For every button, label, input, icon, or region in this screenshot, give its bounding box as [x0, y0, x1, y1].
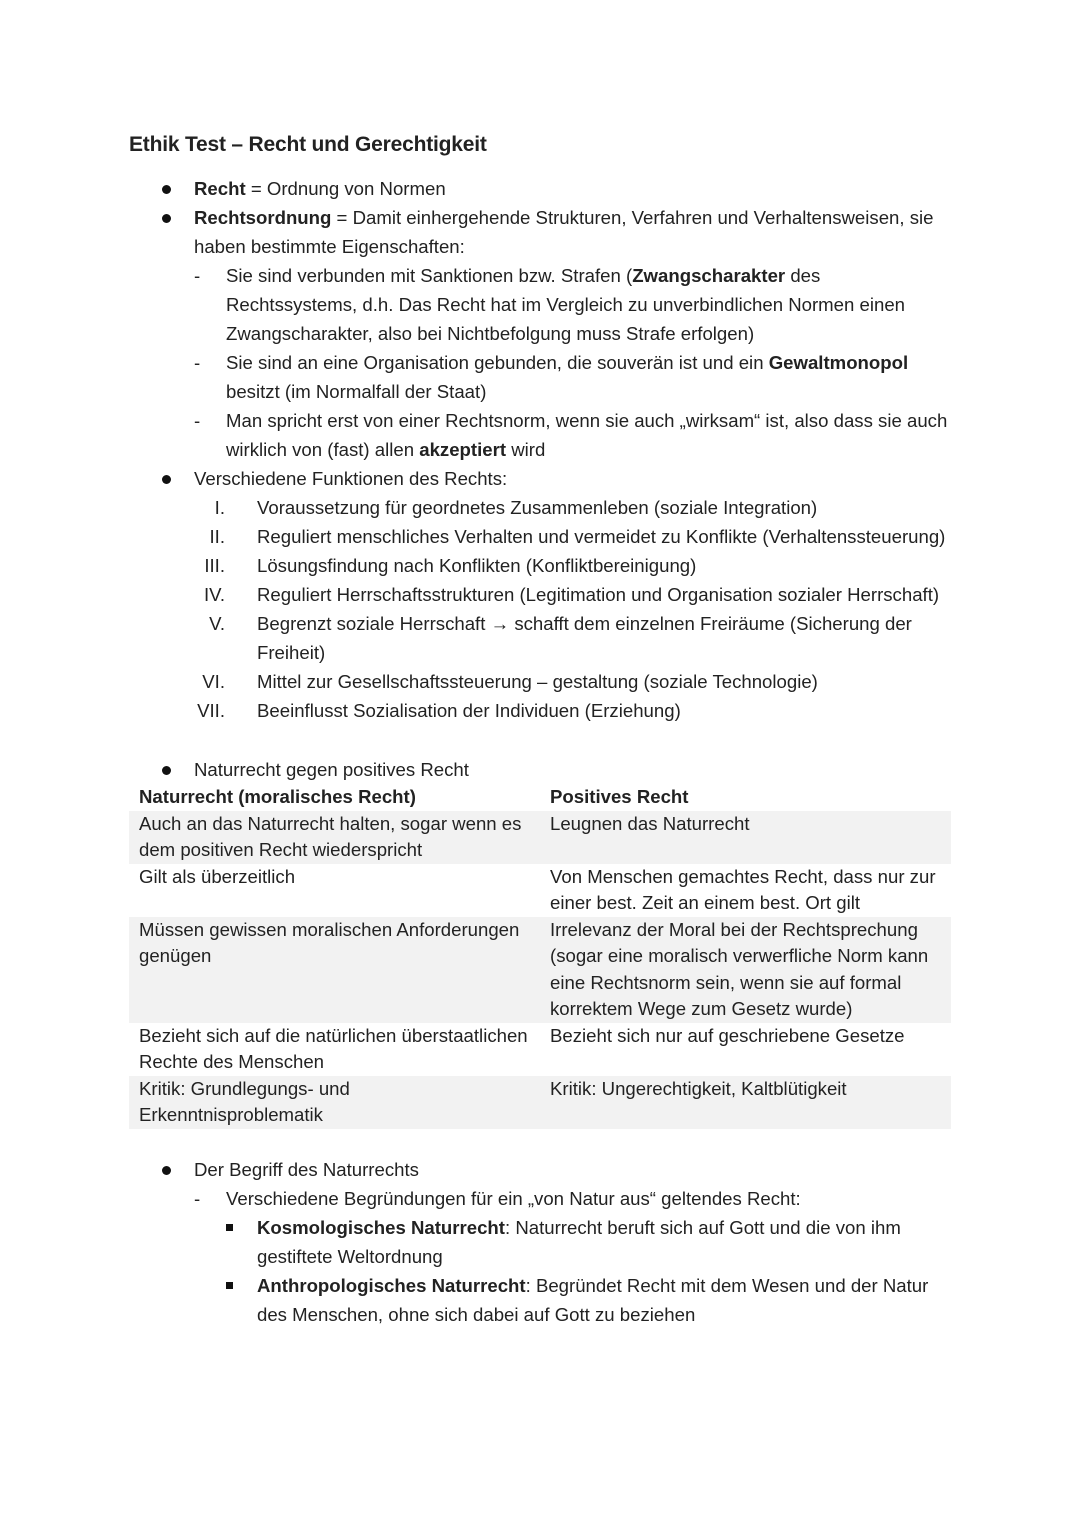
roman-numeral: V.	[209, 613, 225, 634]
dash-marker: -	[194, 410, 201, 431]
functions-heading: Verschiedene Funktionen des Rechts:	[194, 468, 508, 489]
functions-list	[129, 493, 951, 725]
comparison-heading: Naturrecht gegen positives Recht	[194, 759, 469, 780]
concept-item-kosmologisch: Kosmologisches Naturrecht: Naturrecht beruft sich auf Gott und die von ihm gestiftete Weltordnung	[129, 1213, 951, 1271]
function-item: VII. Beeinflusst Sozialisation der Individuen (Erziehung)	[129, 696, 951, 725]
concept-heading: Der Begriff des Naturrechts	[194, 1158, 419, 1180]
function-item: I. Voraussetzung für geordnetes Zusammenleben (soziale Integration)	[129, 493, 951, 522]
table-cell: Irrelevanz der Moral bei der Rechtsprechung (sogar eine moralisch verwerfliche Norm kann eine Rechtsnorm sein, wenn sie auf formal korrektem Wege zum Gesetz wurde)	[540, 917, 951, 1023]
bullet-comparison	[129, 755, 951, 784]
function-item: VI. Mittel zur Gesellschaftssteuerung – gestaltung (soziale Technologie)	[129, 667, 951, 696]
concept-subitem: - Verschiedene Begründungen für ein „von Natur aus“ geltendes Recht:	[129, 1184, 951, 1213]
bullet-recht	[129, 174, 951, 203]
table-row	[129, 811, 951, 864]
dash-marker: -	[194, 1187, 201, 1209]
table-row	[129, 1023, 951, 1076]
keyword: Anthropologisches Naturrecht	[257, 1274, 526, 1296]
keyword: Gewaltmonopol	[768, 352, 909, 373]
function-item: II. Reguliert menschliches Verhalten und vermeidet zu Konflikte (Verhaltenssteuerung)	[129, 522, 951, 551]
function-item: III. Lösungsfindung nach Konflikten (Konfliktbereinigung)	[129, 551, 951, 580]
table-row	[129, 917, 951, 1023]
definition-recht: = Ordnung von Normen	[245, 178, 446, 199]
square-bullet	[226, 1224, 233, 1231]
table-row	[129, 1076, 951, 1129]
term-recht: Recht	[194, 178, 246, 199]
property-item: - Sie sind an eine Organisation gebunden, die souverän ist und ein Gewaltmonopol besitzt (im Normalfall der Staat)	[129, 348, 951, 406]
table-row	[129, 864, 951, 917]
table-cell: Kritik: Grundlegungs- und Erkenntnisproblematik	[129, 1076, 540, 1129]
property-item: - Sie sind verbunden mit Sanktionen bzw. Strafen (Zwangscharakter des Rechtssystems, d.h. Das Recht hat im Vergleich zu unverbindlichen Normen einen Zwangscharakter, also bei Nichtbefolgung muss Strafe erfolgen)	[129, 261, 951, 348]
bullet-dot	[162, 475, 171, 484]
table-cell: Müssen gewissen moralischen Anforderungen genügen	[129, 917, 540, 1023]
function-item: V. Begrenzt soziale Herrschaft → schafft dem einzelnen Freiräume (Sicherung der Freiheit)	[129, 609, 951, 667]
roman-numeral: VII.	[197, 700, 225, 721]
roman-numeral: III.	[204, 555, 225, 576]
roman-numeral: I.	[214, 497, 225, 518]
term-rechtsordnung: Rechtsordnung	[194, 207, 332, 228]
document-page	[129, 128, 951, 1329]
table-cell: Bezieht sich auf die natürlichen überstaatlichen Rechte des Menschen	[139, 1024, 528, 1072]
roman-numeral: VI.	[202, 671, 225, 692]
bullet-functions	[129, 464, 951, 493]
page-title: Ethik Test – Recht und Gerechtigkeit	[129, 133, 487, 156]
dash-marker: -	[194, 265, 201, 286]
table-header-row	[129, 784, 951, 811]
table-cell: Bezieht sich nur auf geschriebene Gesetze	[550, 1024, 905, 1046]
table-cell: Auch an das Naturrecht halten, sogar wenn es dem positiven Recht wiederspricht	[129, 811, 540, 864]
bullet-dot	[162, 1166, 171, 1175]
square-bullet	[226, 1282, 233, 1289]
table-cell: Kritik: Ungerechtigkeit, Kaltblütigkeit	[540, 1076, 951, 1129]
table-cell: Von Menschen gemachtes Recht, dass nur zur einer best. Zeit an einem best. Ort gilt	[550, 865, 936, 913]
dash-marker: -	[194, 352, 201, 373]
definition-rechtsordnung: = Damit einhergehende Strukturen, Verfahren und Verhaltensweisen, sie haben bestimmte Eigenschaften:	[194, 207, 934, 257]
bullet-dot	[162, 185, 171, 194]
comparison-table	[129, 784, 951, 1129]
roman-numeral: IV.	[203, 584, 225, 605]
bullet-rechtsordnung	[129, 203, 951, 261]
bullet-dot	[162, 766, 171, 775]
bullet-dot	[162, 214, 171, 223]
concept-item-anthropologisch: Anthropologisches Naturrecht: Begründet Recht mit dem Wesen und der Natur des Menschen, ohne sich dabei auf Gott zu beziehen	[129, 1271, 951, 1329]
table-cell: Leugnen das Naturrecht	[540, 811, 951, 864]
header-positives-recht: Positives Recht	[550, 786, 689, 807]
roman-numeral: II.	[209, 526, 225, 547]
function-item: IV. Reguliert Herrschaftsstrukturen (Legitimation und Organisation sozialer Herrschaft)	[129, 580, 951, 609]
keyword: Kosmologisches Naturrecht	[257, 1216, 505, 1238]
bullet-concept	[129, 1155, 951, 1184]
keyword: akzeptiert	[419, 439, 507, 460]
property-item: - Man spricht erst von einer Rechtsnorm, wenn sie auch „wirksam“ ist, also dass sie auch wirklich von (fast) allen akzeptiert wird	[129, 406, 951, 464]
keyword: Zwangscharakter	[632, 265, 786, 286]
table-cell: Gilt als überzeitlich	[139, 865, 296, 887]
header-naturrecht: Naturrecht (moralisches Recht)	[139, 786, 416, 807]
